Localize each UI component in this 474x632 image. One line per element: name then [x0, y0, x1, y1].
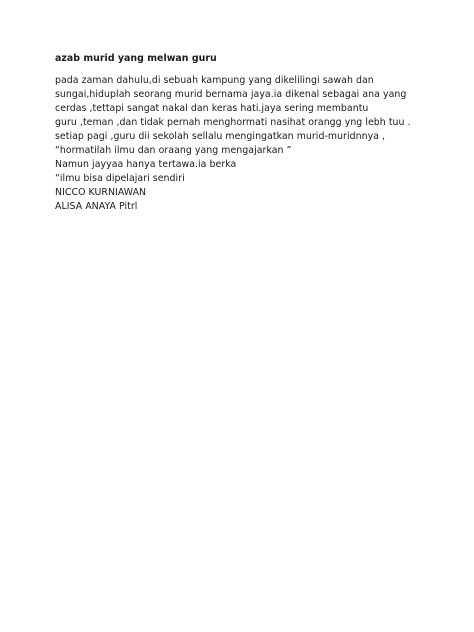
author-name-2: ALISA ANAYA Pitrl — [55, 201, 138, 212]
quote-ilmu: “ilmu bisa dipelajari sendiri — [55, 173, 185, 184]
paragraph-line: sungai,hiduplah seorang murid bernama jaya.ia dikenal sebagai ana yang — [55, 89, 407, 100]
author-name-1: NICCO KURNIAWAN — [55, 187, 147, 198]
quote-hormatilah: “hormatilah ilmu dan oraang yang mengajarkan ” — [55, 145, 292, 156]
paragraph-story-intro — [55, 74, 425, 130]
paragraph-line: guru ,teman ,dan tidak pernah menghormati nasihat orangg yng lebh tuu . — [55, 117, 411, 128]
paragraph-namun: Namun jayyaa hanya tertawa.ia berka — [55, 159, 237, 170]
paragraph-line: pada zaman dahulu,di sebuah kampung yang dikelilingi sawah dan — [55, 75, 374, 86]
document-body — [55, 52, 425, 214]
paragraph-setiap-pagi: setiap pagi ,guru dii sekolah sellalu mengingatkan murid-muridnnya , — [55, 131, 386, 142]
document-title: azab murid yang melwan guru — [55, 53, 217, 64]
paragraph-line: cerdas ,tettapi sangat nakal dan keras hati.jaya sering membantu — [55, 103, 369, 114]
